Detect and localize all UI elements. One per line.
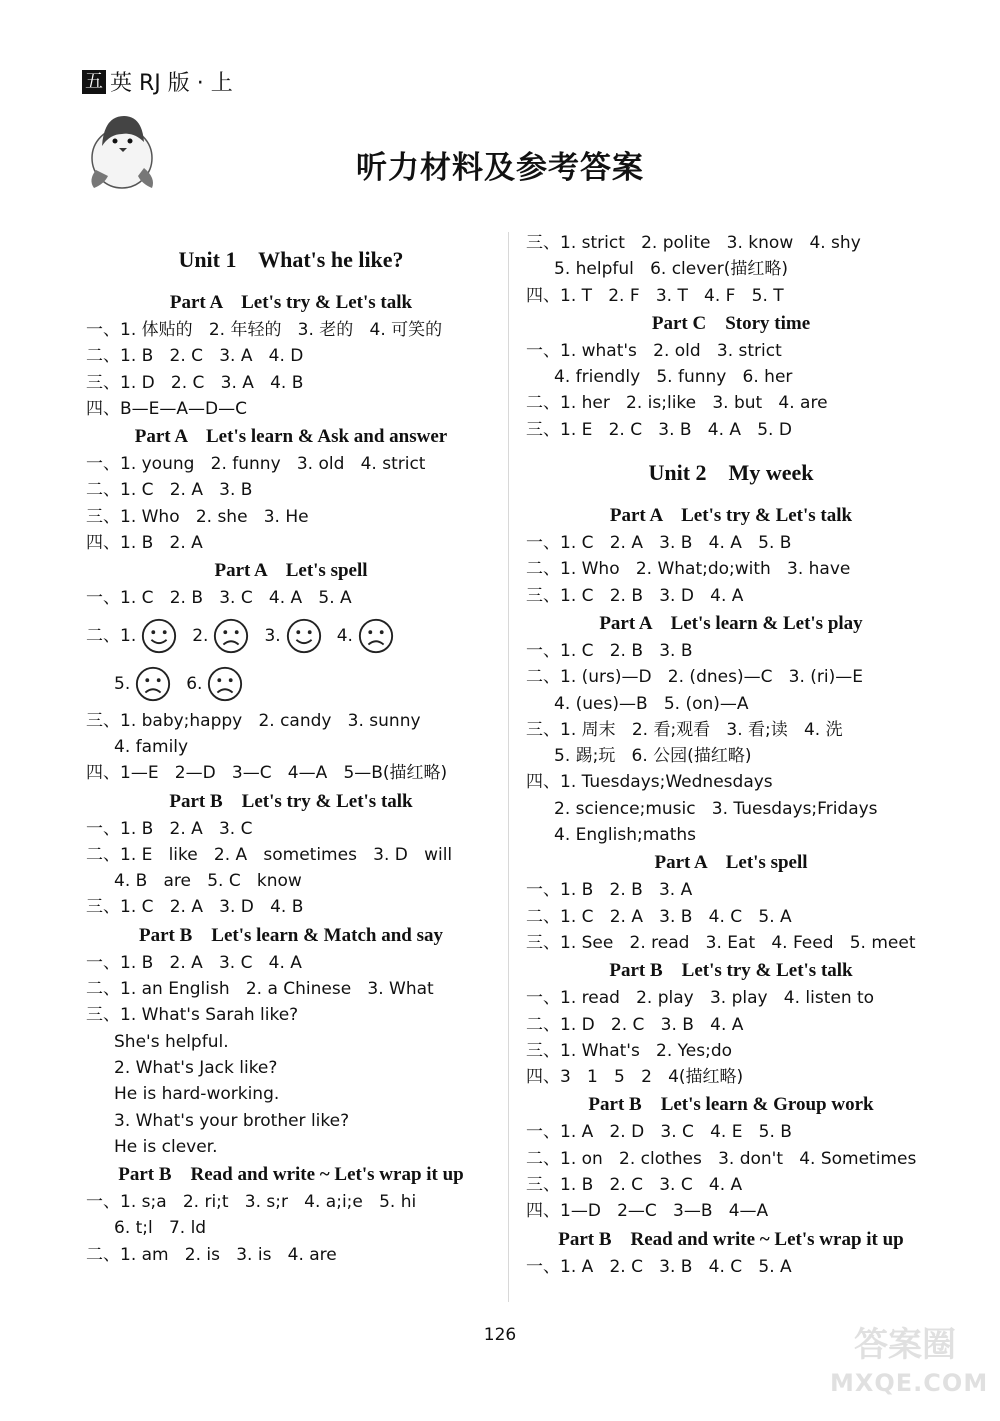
part-title: Part B Let's try & Let's talk — [609, 960, 853, 982]
answer-line: 一、1. C 2. B 3. B — [526, 640, 693, 661]
answer-line: 一、1. young 2. funny 3. old 4. strict — [86, 454, 426, 475]
answer-line: 2. What's Jack like? — [114, 1057, 278, 1078]
answer-line: 四、3 1 5 2 4(描红略) — [526, 1067, 744, 1088]
answer-line: 二、1. D 2. C 3. B 4. A — [526, 1014, 744, 1035]
face-label: 3. — [264, 625, 281, 646]
answer-line: 4. family — [114, 736, 189, 757]
answer-line: 2. science;music 3. Tuesdays;Fridays — [554, 798, 878, 819]
answer-line: 二、1. (urs)—D 2. (dnes)—C 3. (ri)—E — [526, 667, 864, 688]
part-title: Part B Let's learn & Group work — [588, 1094, 874, 1116]
book-header — [82, 66, 233, 97]
unit-title: Unit 2 My week — [648, 460, 814, 486]
answer-line: 一、1. B 2. A 3. C — [86, 818, 253, 839]
face-answer-row — [86, 660, 496, 708]
sad-face-icon — [206, 665, 244, 703]
answer-line: She's helpful. — [114, 1031, 229, 1052]
part-title: Part A Let's try & Let's talk — [609, 505, 853, 527]
answer-line: 四、1. T 2. F 3. T 4. F 5. T — [526, 285, 784, 306]
answer-line: 二、1. her 2. is;like 3. but 4. are — [526, 393, 828, 414]
answer-line: 一、1. C 2. A 3. B 4. A 5. B — [526, 533, 792, 554]
right-column — [526, 230, 936, 1280]
part-title: Part B Let's try & Let's talk — [169, 790, 413, 812]
answer-line: 三、1. strict 2. polite 3. know 4. shy — [526, 233, 861, 253]
answer-line: 一、1. read 2. play 3. play 4. listen to — [526, 988, 875, 1009]
answer-line: 一、1. 体贴的 2. 年轻的 3. 老的 4. 可笑的 — [86, 320, 443, 340]
watermark-text: 答案圈 — [854, 1325, 956, 1365]
answer-line: 一、1. B 2. B 3. A — [526, 880, 693, 901]
face-label: 6. — [186, 673, 203, 694]
watermark-url: MXQE.COM — [830, 1369, 989, 1397]
part-title: Part A Let's try & Let's talk — [169, 292, 413, 313]
answer-line: 三、1. What's 2. Yes;do — [526, 1040, 733, 1061]
answer-line: 一、1. C 2. B 3. C 4. A 5. A — [86, 588, 352, 609]
answer-line: 一、1. s;a 2. ri;t 3. s;r 4. a;i;e 5. hi — [86, 1192, 417, 1213]
answer-line: 三、1. C 2. B 3. D 4. A — [526, 585, 744, 606]
answer-line: 三、1. C 2. A 3. D 4. B — [86, 897, 304, 918]
face-label: 4. — [336, 625, 353, 646]
answer-line: 一、1. A 2. C 3. B 4. C 5. A — [526, 1256, 792, 1277]
answer-line: 二、1. on 2. clothes 3. don't 4. Sometimes — [526, 1148, 917, 1169]
left-column — [86, 230, 496, 1268]
face-answer — [120, 612, 178, 660]
answer-line: 三、1. E 2. C 3. B 4. A 5. D — [526, 419, 792, 440]
answer-line: 四、1. B 2. A — [86, 533, 203, 554]
watermark-logo — [830, 1321, 989, 1413]
answer-line: 四、1—D 2—C 3—B 4—A — [526, 1201, 769, 1222]
answer-line: 二、1. Who 2. What;do;with 3. have — [526, 559, 851, 580]
part-title: Part A Let's spell — [654, 852, 808, 874]
answer-line: 6. t;l 7. ld — [114, 1218, 207, 1239]
part-title: Part C Story time — [651, 312, 811, 334]
face-answer — [186, 660, 244, 708]
part-title: Part A Let's learn & Let's play — [599, 612, 863, 634]
face-label: 1. — [120, 625, 137, 646]
answer-line: 四、1. Tuesdays;Wednesdays — [526, 772, 773, 793]
sad-face-icon — [357, 617, 395, 655]
answer-line: 三、1. What's Sarah like? — [86, 1005, 299, 1026]
unit-title: Unit 1 What's he like? — [178, 247, 404, 272]
answer-line: 一、1. B 2. A 3. C 4. A — [86, 952, 302, 973]
smiley-face-icon — [140, 617, 178, 655]
answer-line: 三、1. D 2. C 3. A 4. B — [86, 372, 304, 393]
answer-line: He is hard-working. — [114, 1084, 280, 1105]
answer-line: 三、1. B 2. C 3. C 4. A — [526, 1175, 743, 1196]
answer-line: 三、1. Who 2. she 3. He — [86, 506, 309, 527]
answer-line: 一、1. A 2. D 3. C 4. E 5. B — [526, 1122, 792, 1143]
answer-line: 二、1. C 2. A 3. B — [86, 480, 253, 501]
page-number: 126 — [483, 1325, 517, 1345]
answer-line: 一、1. what's 2. old 3. strict — [526, 340, 782, 361]
face-label: 5. — [114, 673, 131, 694]
answer-line: 二、1. E like 2. A sometimes 3. D will — [86, 844, 453, 865]
column-divider — [508, 232, 509, 1302]
face-answer — [192, 612, 250, 660]
face-answer-row — [86, 612, 496, 660]
answer-line: 三、1. baby;happy 2. candy 3. sunny — [86, 710, 421, 731]
smiley-face-icon — [285, 617, 323, 655]
answer-line: 二、1. C 2. A 3. B 4. C 5. A — [526, 906, 792, 927]
part-title: Part A Let's learn & Ask and answer — [134, 426, 448, 448]
page-title: 听力材料及参考答案 — [356, 150, 644, 186]
answer-line: 5. 踢;玩 6. 公园(描红略) — [554, 746, 752, 767]
face-label: 2. — [192, 625, 209, 646]
part-title: Part B Read and write ~ Let's wrap it up — [118, 1164, 464, 1186]
sad-face-icon — [212, 617, 250, 655]
face-answer — [264, 612, 322, 660]
answer-line: 4. B are 5. C know — [114, 871, 302, 892]
answer-line: 5. helpful 6. clever(描红略) — [554, 259, 788, 280]
answer-line: 二、1. B 2. C 3. A 4. D — [86, 346, 304, 367]
answer-line: 四、1—E 2—D 3—C 4—A 5—B(描红略) — [86, 763, 448, 784]
answer-line: 3. What's your brother like? — [114, 1110, 350, 1131]
answer-line: 三、1. 周末 2. 看;观看 3. 看;读 4. 洗 — [526, 719, 843, 740]
part-title: Part B Let's learn & Match and say — [139, 924, 443, 946]
sad-face-icon — [134, 665, 172, 703]
face-answer — [114, 660, 172, 708]
face-answer — [337, 612, 395, 660]
answer-line: 二、1. an English 2. a Chinese 3. What — [86, 979, 434, 1000]
part-title: Part B Read and write ~ Let's wrap it up — [558, 1228, 904, 1250]
edition-label: 英 RJ 版 · 上 — [110, 71, 233, 96]
part-title: Part A Let's spell — [214, 560, 368, 582]
answer-line: 4. friendly 5. funny 6. her — [554, 367, 793, 388]
answer-line: He is clever. — [114, 1136, 218, 1157]
answer-line: 二、1. am 2. is 3. is 4. are — [86, 1244, 337, 1265]
answer-line: 4. (ues)—B 5. (on)—A — [554, 693, 749, 714]
answer-prefix: 二、 — [86, 625, 120, 646]
answer-line: 三、1. See 2. read 3. Eat 4. Feed 5. meet — [526, 932, 916, 953]
grade-badge: 五 — [82, 70, 106, 94]
answer-line: 四、B—E—A—D—C — [86, 398, 247, 419]
answer-line: 4. English;maths — [554, 825, 697, 846]
